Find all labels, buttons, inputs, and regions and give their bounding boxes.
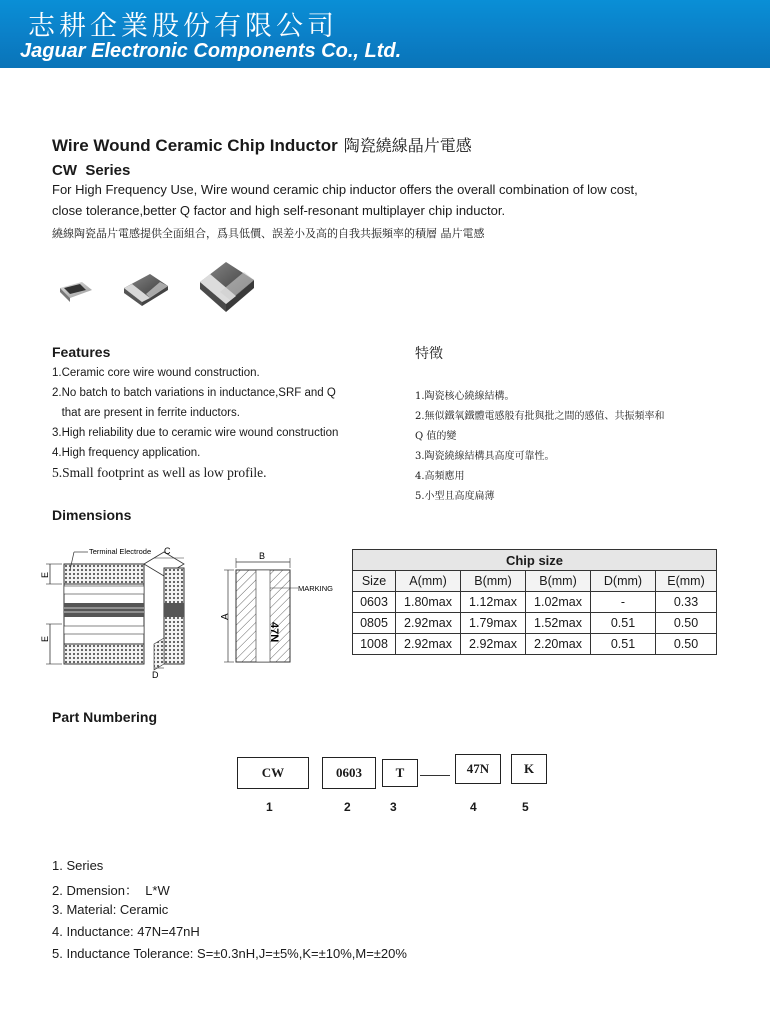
marking-text: 47N	[268, 622, 280, 643]
label-e-top: E	[40, 571, 50, 578]
table-cell: 1008	[353, 634, 396, 655]
column-header: B(mm)	[526, 571, 591, 592]
part-note: 3. Material: Ceramic	[52, 902, 169, 917]
table-cell: 1.52max	[526, 613, 591, 634]
table-row	[353, 613, 717, 634]
dimensions-diagram	[36, 528, 346, 678]
marking-label: MARKING	[298, 584, 334, 593]
part-index-number: 1	[266, 800, 273, 814]
label-a: A	[220, 613, 231, 620]
table-cell: 2.92max	[461, 634, 526, 655]
product-title	[52, 133, 472, 156]
features-heading: Features	[52, 344, 111, 360]
table-row	[353, 592, 717, 613]
product-title-en: Wire Wound Ceramic Chip Inductor	[52, 136, 338, 155]
feature-item-cn: 5.小型且高度扁薄	[415, 491, 495, 502]
table-cell: 0.50	[656, 613, 717, 634]
product-title-cn: 陶瓷繞線晶片電感	[343, 136, 472, 155]
description-cn: 繞線陶瓷晶片電感提供全面組合，爲具低價、誤差小及高的自我共振頻率的積層 晶片電感	[52, 227, 485, 240]
part-note: 2. Dmension： L*W	[52, 883, 170, 898]
company-name-en: Jaguar Electronic Components Co., Ltd.	[20, 40, 402, 62]
part-index-number: 4	[470, 800, 477, 814]
table-cell: 0.33	[656, 592, 717, 613]
feature-item-cn: 4.高頻應用	[415, 471, 465, 482]
feature-item: that are present in ferrite inductors.	[52, 407, 240, 419]
header-banner	[0, 0, 770, 68]
product-photos	[50, 258, 260, 320]
part-note: 1. Series	[52, 858, 104, 873]
chip-size-caption: Chip size	[353, 550, 717, 571]
series-label: CW Series	[52, 162, 131, 179]
table-cell: -	[591, 592, 656, 613]
feature-item-cn: 1.陶瓷核心繞線結構。	[415, 391, 515, 402]
part-code-series: CW	[237, 757, 309, 789]
table-cell: 0805	[353, 613, 396, 634]
table-cell: 2.92max	[396, 613, 461, 634]
part-note: 4. Inductance: 47N=47nH	[52, 924, 200, 939]
table-header-row	[353, 571, 717, 592]
part-note: 5. Inductance Tolerance: S=±0.3nH,J=±5%,K=±10%,M=±20%	[52, 946, 407, 961]
chip-size-table	[352, 549, 717, 655]
feature-item-cn: Q 值的變	[415, 431, 457, 442]
table-row	[353, 634, 717, 655]
table-cell: 0.51	[591, 634, 656, 655]
company-name-cn: 志耕企業股份有限公司	[28, 11, 338, 42]
column-header: A(mm)	[396, 571, 461, 592]
table-cell: 0.50	[656, 634, 717, 655]
feature-item: 3.High reliability due to ceramic wire wound construction	[52, 427, 339, 439]
column-header: Size	[353, 571, 396, 592]
chip-photo-medium	[124, 274, 168, 306]
feature-item: 5.Small footprint as well as low profile.	[52, 465, 267, 480]
part-code-dimension: 0603	[322, 757, 376, 789]
table-cell: 1.02max	[526, 592, 591, 613]
table-cell: 1.80max	[396, 592, 461, 613]
table-cell: 1.79max	[461, 613, 526, 634]
label-d: D	[152, 670, 159, 678]
part-code-tolerance: K	[511, 754, 547, 784]
feature-item: 4.High frequency application.	[52, 447, 201, 459]
dimensions-heading: Dimensions	[52, 507, 132, 523]
label-b: B	[259, 551, 266, 561]
part-code-inductance: 47N	[455, 754, 501, 784]
feature-item: 1.Ceramic core wire wound construction.	[52, 367, 260, 379]
feature-item-cn: 3.陶瓷繞線結構具高度可靠性。	[415, 451, 555, 462]
features-heading-cn: 特徵	[415, 346, 443, 362]
part-code-material: T	[382, 759, 418, 787]
table-cell: 0603	[353, 592, 396, 613]
terminal-electrode-label: Terminal Electrode	[89, 547, 152, 556]
part-index-number: 5	[522, 800, 529, 814]
chip-photo-large	[200, 262, 254, 312]
description-line-1: For High Frequency Use, Wire wound ceramic chip inductor offers the overall combination of low cost,	[52, 182, 638, 197]
feature-item: 2.No batch to batch variations in inductance,SRF and Q	[52, 387, 336, 399]
label-c: C	[164, 546, 171, 556]
table-cell: 1.12max	[461, 592, 526, 613]
label-e-bottom: E	[40, 635, 50, 642]
part-code-dash	[420, 775, 450, 776]
table-cell: 2.20max	[526, 634, 591, 655]
table-cell: 0.51	[591, 613, 656, 634]
column-header: D(mm)	[591, 571, 656, 592]
feature-item-cn: 2.無似鐵氧鐵體電感般有批與批之間的感值、共振頻率和	[415, 411, 665, 422]
part-index-number: 3	[390, 800, 397, 814]
column-header: B(mm)	[461, 571, 526, 592]
part-index-number: 2	[344, 800, 351, 814]
part-numbering-heading: Part Numbering	[52, 709, 158, 725]
chip-photo-small	[60, 282, 92, 302]
table-cell: 2.92max	[396, 634, 461, 655]
column-header: E(mm)	[656, 571, 717, 592]
description-line-2: close tolerance,better Q factor and high self-resonant multiplayer chip inductor.	[52, 203, 506, 218]
